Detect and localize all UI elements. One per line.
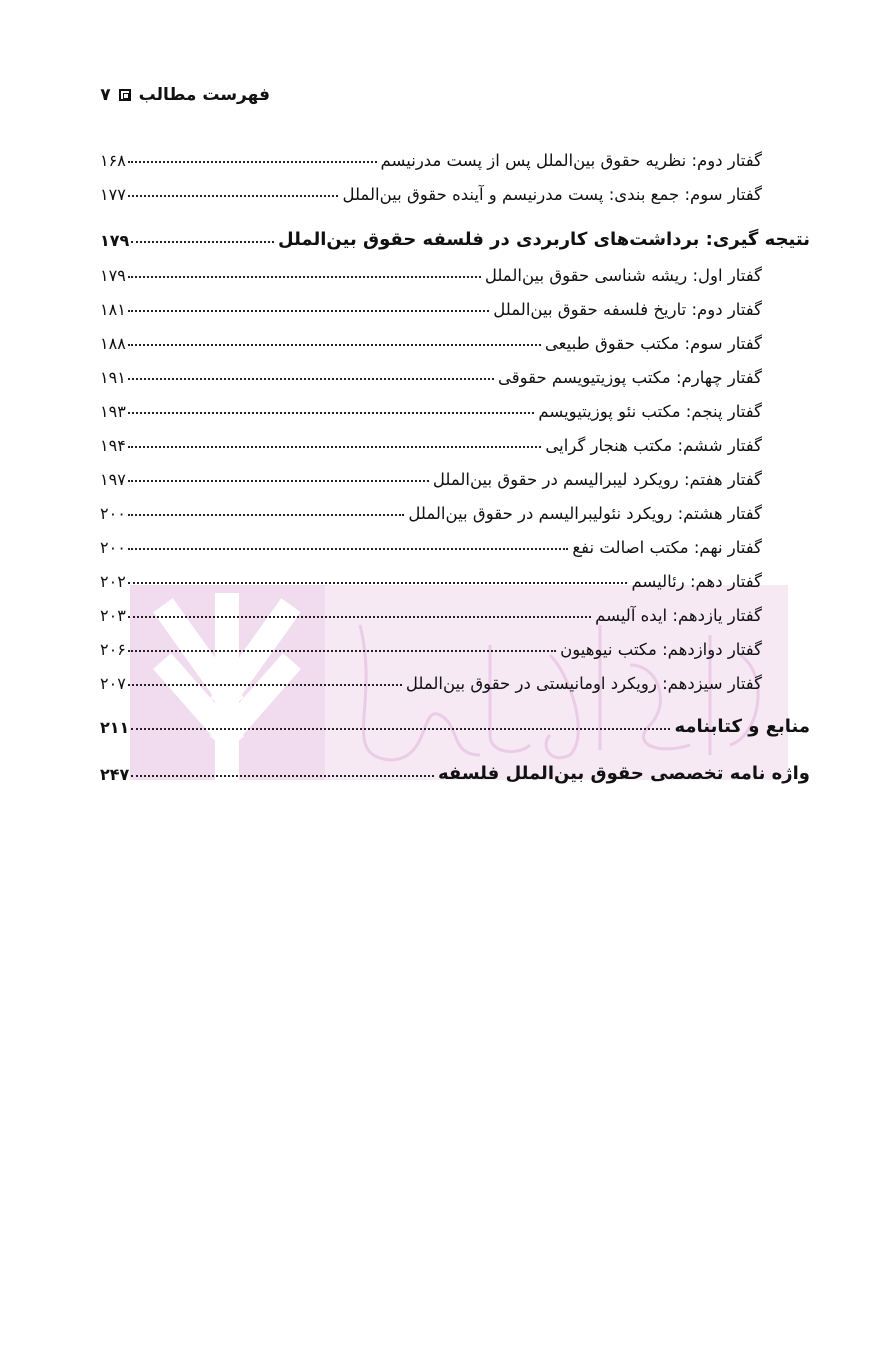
- toc-entry: [100, 289, 810, 319]
- toc-entry-title: گفتار ششم: مکتب هنجار گرایی: [545, 436, 762, 455]
- toc-entry: [100, 561, 810, 591]
- square-ornament-icon: [119, 89, 131, 101]
- toc-entry: [100, 174, 810, 204]
- toc-chapter-entry: [100, 707, 810, 737]
- toc-chapter-entry: [100, 754, 810, 784]
- toc-entry-page: ۱۸۸: [100, 334, 126, 353]
- toc-entry-title: گفتار سوم: مکتب حقوق طبیعی: [544, 334, 762, 353]
- toc-entry-title: گفتار سیزدهم: رویکرد اومانیستی در حقوق بین‌الملل: [405, 674, 762, 693]
- toc-entry-page: ۲۰۶: [100, 640, 126, 659]
- leader-dots: [128, 276, 481, 278]
- toc-entry-page: ۲۰۰: [100, 538, 126, 557]
- toc-entry: [100, 595, 810, 625]
- toc-entry: [100, 391, 810, 421]
- toc-entry-title: گفتار چهارم: مکتب پوزیتیویسم حقوقی: [497, 368, 762, 387]
- header-title: فهرست مطالب: [138, 85, 270, 105]
- toc-entry-page: ۱۹۴: [100, 436, 126, 455]
- toc-entry: [100, 493, 810, 523]
- toc-entry-title: واژه نامه تخصصی حقوق بین‌الملل فلسفه: [437, 763, 810, 784]
- header-page-number: ۷: [100, 85, 111, 105]
- leader-dots: [128, 412, 535, 414]
- running-header: [100, 80, 270, 110]
- toc-entry: [100, 140, 810, 170]
- leader-dots: [128, 548, 569, 550]
- leader-dots: [128, 161, 377, 163]
- toc-entry-title: منابع و کتابنامه: [674, 716, 810, 737]
- toc-entry-page: ۲۰۷: [100, 674, 126, 693]
- toc-entry: [100, 323, 810, 353]
- toc-entry-page: ۲۰۳: [100, 606, 126, 625]
- leader-dots: [128, 650, 556, 652]
- toc-entry-title: گفتار هفتم: رویکرد لیبرالیسم در حقوق بین‌الملل: [432, 470, 762, 489]
- toc-entry: [100, 629, 810, 659]
- toc-entry: [100, 357, 810, 387]
- leader-dots: [128, 480, 429, 482]
- toc-entry-title: گفتار دوم: تاریخ فلسفه حقوق بین‌الملل: [493, 300, 762, 319]
- toc-entry-title: گفتار نهم: مکتب اصالت نفع: [572, 538, 762, 557]
- toc-entry-title: گفتار هشتم: رویکرد نئولیبرالیسم در حقوق بین‌الملل: [408, 504, 762, 523]
- leader-dots: [128, 310, 490, 312]
- leader-dots: [131, 241, 274, 243]
- toc-entry-page: ۱۷۷: [100, 185, 126, 204]
- leader-dots: [131, 728, 670, 730]
- toc-entry-page: ۱۹۳: [100, 402, 126, 421]
- toc-entry-title: گفتار دهم: رئالیسم: [631, 572, 762, 591]
- toc-entry-page: ۱۸۱: [100, 300, 126, 319]
- toc-entry-title: گفتار دوازدهم: مکتب نیوهیون: [560, 640, 762, 659]
- leader-dots: [128, 195, 339, 197]
- toc-entry: [100, 425, 810, 455]
- toc-entry: [100, 459, 810, 489]
- toc-entry: [100, 663, 810, 693]
- toc-entry-page: ۱۷۹: [100, 266, 126, 285]
- leader-dots: [128, 582, 628, 584]
- toc-entry-title: نتیجه گیری: برداشت‌های کاربردی در فلسفه حقوق بین‌الملل: [278, 229, 810, 250]
- leader-dots: [128, 344, 541, 346]
- toc-entry-title: گفتار پنجم: مکتب نئو پوزیتیویسم: [538, 402, 762, 421]
- leader-dots: [128, 616, 591, 618]
- leader-dots: [128, 514, 405, 516]
- toc-entry-page: ۲۰۲: [100, 572, 126, 591]
- leader-dots: [128, 684, 402, 686]
- leader-dots: [131, 775, 434, 777]
- toc-entry: [100, 527, 810, 557]
- toc-entry-page: ۱۹۷: [100, 470, 126, 489]
- toc-entry-page: ۱۶۸: [100, 151, 126, 170]
- toc-entry-title: گفتار اول: ریشه شناسی حقوق بین‌الملل: [484, 266, 762, 285]
- toc-entry-page: ۱۹۱: [100, 368, 126, 387]
- toc-entry-page: ۲۱۱: [100, 718, 130, 737]
- toc-entry-title: گفتار سوم: جمع بندی: پست مدرنیسم و آینده حقوق بین‌الملل: [342, 185, 762, 204]
- toc-entry-page: ۱۷۹: [100, 231, 130, 250]
- toc-entry-title: گفتار دوم: نظریه حقوق بین‌الملل پس از پست مدرنیسم: [380, 151, 762, 170]
- toc-chapter-entry: [100, 220, 810, 250]
- toc-entry-page: ۲۰۰: [100, 504, 126, 523]
- toc-entry-page: ۲۴۷: [100, 765, 130, 784]
- toc-entry: [100, 255, 810, 285]
- leader-dots: [128, 378, 494, 380]
- leader-dots: [128, 446, 542, 448]
- toc-entry-title: گفتار یازدهم: ایده آلیسم: [595, 606, 762, 625]
